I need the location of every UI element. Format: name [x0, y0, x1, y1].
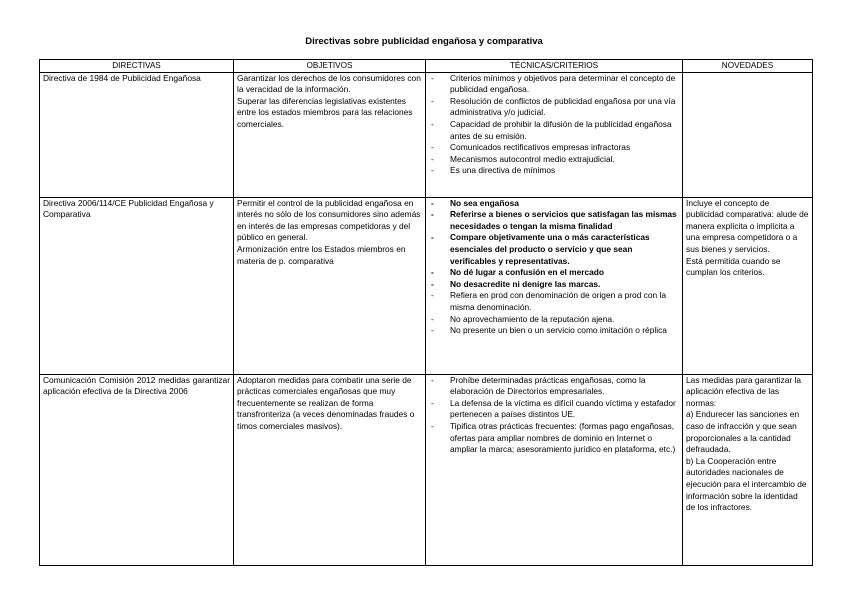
criterio-item: - No aprovechamiento de la reputación ajena.: [429, 314, 679, 326]
cell-objetivos: [234, 197, 426, 374]
document-title: Directivas sobre publicidad engañosa y comparativa: [305, 36, 543, 47]
criterio-item: - Prohíbe determinadas prácticas engañosas, como la elaboración de Directorios empresariales.: [429, 375, 679, 398]
cell-directiva: Comunicación Comisión 2012 medidas garantizar aplicación efectiva de la Directiva 2006: [40, 374, 234, 565]
cell-objetivos: [234, 374, 426, 565]
novedad-text: a) Endurecer las sanciones en caso de infracción y que sean proporcionales a la cantidad defraudada.: [686, 409, 800, 455]
novedad-text: Está permitida cuando se cumplan los criterios.: [686, 255, 781, 278]
criterio-item: - No dé lugar a confusión en el mercado: [429, 267, 679, 279]
table-row: [40, 72, 813, 197]
cell-novedades: [683, 197, 813, 374]
table-row: [40, 197, 813, 374]
criterio-item: - La defensa de la víctima es difícil cuando víctima y estafador pertenecen a países distintos UE.: [429, 398, 679, 421]
directivas-table: [39, 59, 813, 566]
novedad-text: Las medidas para garantizar la aplicación efectiva de las normas:: [686, 374, 801, 408]
cell-directiva: Directiva de 1984 de Publicidad Engañosa: [40, 72, 234, 197]
novedad-text: Incluye el concepto de publicidad comparativa: alude de manera explícita o implícita a una empresa competidora o a sus bienes y servicios.: [686, 197, 809, 254]
criterio-item: - No desacredite ni denigre las marcas.: [429, 279, 679, 291]
criterio-item: - Referirse a bienes o servicios que satisfagan las mismas necesidades o tengan la misma finalidad: [429, 209, 679, 232]
criterio-item: - Mecanismos autocontrol medio extrajudicial.: [429, 154, 679, 166]
criterio-item: - No sea engañosa: [429, 198, 679, 210]
criterio-item: - Capacidad de prohibir la difusión de la publicidad engañosa antes de su emisión.: [429, 119, 679, 142]
criterio-item: - Refiera en prod con denominación de origen a prod con la misma denominación.: [429, 290, 679, 313]
table-header-row: [40, 60, 813, 73]
header-tecnicas-criterios: TÉCNICAS/CRITERIOS: [426, 60, 683, 73]
cell-directiva: Directiva 2006/114/CE Publicidad Engañosa y Comparativa: [40, 197, 234, 374]
cell-objetivos: [234, 72, 426, 197]
objetivo-text: Armonización entre los Estados miembros en materia de p. comparativa: [237, 243, 406, 266]
novedad-text: b) La Cooperación entre autoridades nacionales de ejecución para el intercambio de información sobre la identidad de los infractores.: [686, 455, 807, 513]
objetivo-text: Garantizar los derechos de los consumidores con la veracidad de la información.: [237, 72, 421, 95]
criterio-item: - Resolución de conflictos de publicidad engañosa por una vía administrativa y/o judicial.: [429, 96, 679, 119]
cell-criterios: [426, 374, 683, 565]
criterio-item: - Es una directiva de mínimos: [429, 165, 679, 177]
header-objetivos: OBJETIVOS: [234, 60, 426, 73]
cell-criterios: [426, 72, 683, 197]
criterio-item: - Compare objetivamente una o más características esenciales del producto o servicio y que sean verificables y representativas.: [429, 232, 679, 267]
criterio-item: - Tipifica otras prácticas frecuentes: (formas pago engañosas, ofertas para ampliar nombres de dominio en Internet o ampliar la marca; asesoramiento jurídico en plataforma, etc.): [429, 421, 679, 456]
criterio-item: - No presente un bien o un servicio como imitación o réplica: [429, 325, 679, 337]
criterio-item: - Criterios mínimos y objetivos para determinar el concepto de publicidad engañosa.: [429, 73, 679, 96]
header-directivas: DIRECTIVAS: [40, 60, 234, 73]
header-novedades: NOVEDADES: [683, 60, 813, 73]
objetivo-text: Permitir el control de la publicidad engañosa en interés no sólo de los consumidores sino además en interés de las empresas competidoras y del público en general.: [237, 197, 421, 243]
cell-criterios: [426, 197, 683, 374]
objetivo-text: Adoptaron medidas para combatir una serie de prácticas comerciales engañosas que muy frecuentemente se realizan de forma transfronteriza (a veces denominadas fraudes o timos comerciales masivos).: [237, 374, 415, 431]
cell-novedades: [683, 374, 813, 565]
cell-novedades: [683, 72, 813, 197]
table-row: [40, 374, 813, 565]
objetivo-text: Superar las diferencias legislativas existentes entre los estados miembros para las relaciones comerciales.: [237, 95, 413, 129]
criterio-item: - Comunicados rectificativos empresas infractoras: [429, 142, 679, 154]
